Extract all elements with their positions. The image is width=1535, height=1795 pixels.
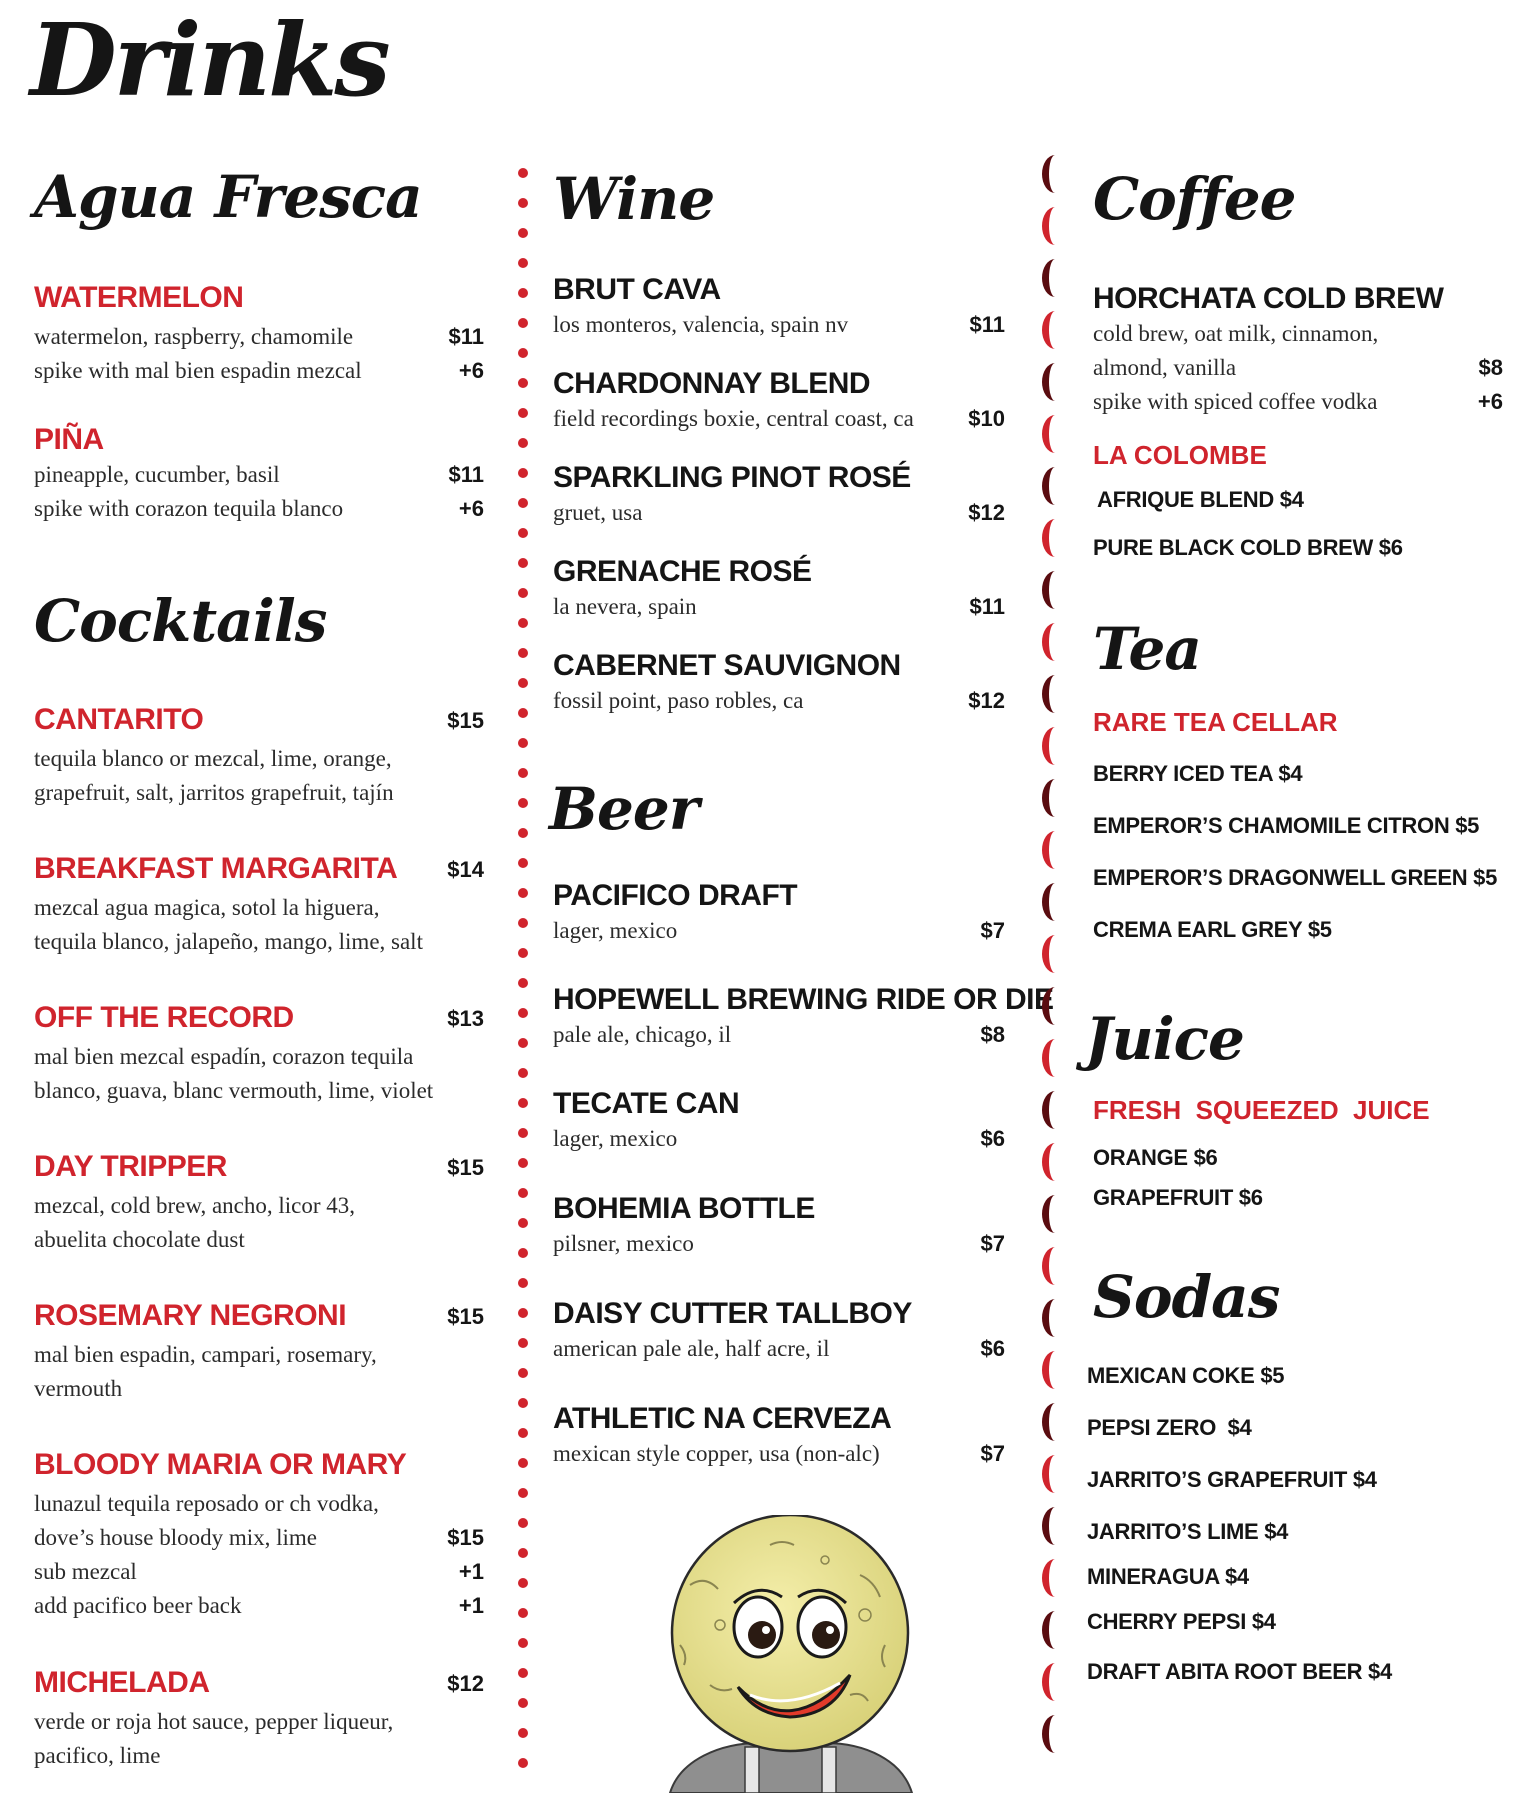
item-line: pale ale, chicago, il $8 [553, 1018, 1005, 1052]
red-dot [518, 348, 528, 358]
item-name: WATERMELON [34, 281, 244, 314]
red-dot-divider [518, 168, 530, 1793]
section-title-tea: Tea [1093, 615, 1201, 683]
red-dot [518, 438, 528, 448]
red-dot [518, 1548, 528, 1558]
item-line: blanco, guava, blanc vermouth, lime, violet [34, 1078, 434, 1103]
crescent-moon [1042, 519, 1068, 557]
item-name: SPARKLING PINOT ROSÉ [553, 461, 911, 494]
item-name: PACIFICO DRAFT [553, 879, 798, 912]
item-price: $11 [969, 594, 1005, 619]
item-price: +6 [1477, 389, 1503, 414]
item-line: lunazul tequila reposado or ch vodka, [34, 1491, 379, 1516]
item-price: $14 [447, 857, 484, 882]
item-line: vermouth [34, 1376, 123, 1401]
crescent-moon [1042, 1195, 1068, 1233]
item-line: pineapple, cucumber, basil $11 [34, 458, 484, 492]
red-dot [518, 708, 528, 718]
red-dot [518, 738, 528, 748]
section-title-juice: Juice [1085, 1005, 1244, 1073]
item-price: $13 [447, 1006, 484, 1031]
list-item: MEXICAN COKE $5 [1087, 1363, 1285, 1388]
red-dot [518, 1458, 528, 1468]
item-price: $7 [980, 1231, 1005, 1256]
item-line: pacifico, lime [34, 1743, 161, 1768]
item-line: fossil point, paso robles, ca $12 [553, 684, 1005, 718]
menu-item [553, 272, 1005, 342]
red-dot [518, 1128, 528, 1138]
red-dot [518, 318, 528, 328]
red-dot [518, 1728, 528, 1738]
menu-item [553, 1401, 1005, 1471]
red-dot [518, 1338, 528, 1348]
red-dot [518, 768, 528, 778]
item-price: $10 [968, 406, 1005, 431]
crescent-moon [1042, 415, 1068, 453]
crescent-moon [1042, 1507, 1068, 1545]
crescent-moon [1042, 1715, 1068, 1753]
item-line: mexican style copper, usa (non-alc) $7 [553, 1437, 1005, 1471]
red-dot [518, 1428, 528, 1438]
menu-item [553, 1296, 1005, 1366]
item-line: mezcal, cold brew, ancho, licor 43, [34, 1193, 356, 1218]
crescent-moon [1042, 259, 1068, 297]
list-item: AFRIQUE BLEND $4 [1097, 487, 1304, 512]
item-line: american pale ale, half acre, il $6 [553, 1332, 1005, 1366]
section-title-cocktails: Cocktails [34, 587, 327, 655]
item-name: BOHEMIA BOTTLE [553, 1192, 815, 1225]
item-line: sub mezcal +1 [34, 1555, 484, 1589]
red-dot [518, 978, 528, 988]
menu-item [34, 422, 484, 526]
item-name: HORCHATA COLD BREW [1093, 282, 1444, 315]
red-dot [518, 828, 528, 838]
red-dot [518, 1008, 528, 1018]
crescent-moon [1042, 155, 1068, 193]
subheading-fresh-squeezed-juice: FRESH SQUEEZED JUICE [1093, 1095, 1430, 1125]
item-line: los monteros, valencia, spain nv $11 [553, 308, 1005, 342]
item-price: +6 [458, 496, 484, 521]
section-title-sodas: Sodas [1093, 1263, 1280, 1331]
item-name: CABERNET SAUVIGNON [553, 649, 901, 682]
page-title: Drinks [30, 1, 388, 119]
crescent-moon [1042, 571, 1068, 609]
crescent-moon [1042, 1091, 1068, 1129]
red-dot [518, 1578, 528, 1588]
menu-item [553, 648, 1005, 718]
red-dot [518, 1158, 528, 1168]
menu-item [34, 1000, 484, 1108]
list-item: MINERAGUA $4 [1087, 1564, 1249, 1589]
crescent-moon [1042, 1143, 1068, 1181]
red-dot [518, 1368, 528, 1378]
crescent-moon [1042, 935, 1068, 973]
item-line: pilsner, mexico $7 [553, 1227, 1005, 1261]
item-price: $6 [980, 1336, 1005, 1361]
crescent-moon [1042, 779, 1068, 817]
item-name: GRENACHE ROSÉ [553, 555, 812, 588]
crescent-moon [1042, 1455, 1068, 1493]
item-name: HOPEWELL BREWING RIDE OR DIE [553, 983, 1054, 1016]
item-price: $11 [448, 324, 484, 349]
list-item: ORANGE $6 [1093, 1145, 1218, 1170]
item-name: PIÑA [34, 423, 104, 456]
red-dot [518, 1488, 528, 1498]
crescent-moon-divider [1042, 155, 1082, 1795]
item-price: $11 [448, 462, 484, 487]
crescent-moon [1042, 207, 1068, 245]
item-name: DAISY CUTTER TALLBOY [553, 1297, 912, 1330]
item-price: $15 [447, 1155, 484, 1180]
item-price: $11 [969, 312, 1005, 337]
red-dot [518, 498, 528, 508]
item-name: BRUT CAVA [553, 273, 721, 306]
list-item: DRAFT ABITA ROOT BEER $4 [1087, 1659, 1392, 1684]
red-dot [518, 1188, 528, 1198]
moon-face-mascot [650, 1515, 930, 1793]
list-item: PEPSI ZERO $4 [1087, 1415, 1252, 1440]
red-dot [518, 288, 528, 298]
item-name: ATHLETIC NA CERVEZA [553, 1402, 892, 1435]
menu-item [553, 878, 1005, 948]
item-price: $8 [1478, 355, 1503, 380]
crescent-moon [1042, 467, 1068, 505]
item-price: $7 [980, 1441, 1005, 1466]
crescent-moon [1042, 1039, 1068, 1077]
item-line: la nevera, spain $11 [553, 590, 1005, 624]
red-dot [518, 678, 528, 688]
crescent-moon [1042, 675, 1068, 713]
item-price: $8 [980, 1022, 1005, 1047]
item-name: ROSEMARY NEGRONI [34, 1299, 347, 1332]
item-name: BLOODY MARIA OR MARY [34, 1448, 407, 1481]
red-dot [518, 258, 528, 268]
item-price: $7 [980, 918, 1005, 943]
item-line: lager, mexico $7 [553, 914, 1005, 948]
item-line: mal bien mezcal espadín, corazon tequila [34, 1044, 414, 1069]
item-line: gruet, usa $12 [553, 496, 1005, 530]
red-dot [518, 948, 528, 958]
item-line: grapefruit, salt, jarritos grapefruit, tajín [34, 780, 394, 805]
list-item: CREMA EARL GREY $5 [1093, 917, 1332, 942]
item-line: cold brew, oat milk, cinnamon, [1093, 321, 1379, 346]
red-dot [518, 1698, 528, 1708]
menu-item [34, 280, 484, 388]
red-dot [518, 1038, 528, 1048]
menu-item [34, 1665, 484, 1773]
red-dot [518, 1278, 528, 1288]
crescent-moon [1042, 1611, 1068, 1649]
crescent-moon [1042, 1403, 1068, 1441]
item-price: $12 [968, 500, 1005, 525]
section-title-coffee: Coffee [1093, 165, 1296, 233]
red-dot [518, 198, 528, 208]
item-price: $6 [980, 1126, 1005, 1151]
section-title-wine: Wine [553, 165, 715, 233]
list-item: CHERRY PEPSI $4 [1087, 1609, 1276, 1634]
crescent-moon [1042, 623, 1068, 661]
crescent-moon [1042, 987, 1068, 1025]
item-name: MICHELADA [34, 1666, 210, 1699]
red-dot [518, 558, 528, 568]
red-dot [518, 1308, 528, 1318]
item-price: +6 [458, 358, 484, 383]
section-title-agua-fresca: Agua Fresca [34, 163, 422, 231]
menu-item [553, 1191, 1005, 1261]
subheading-la-colombe: LA COLOMBE [1093, 440, 1267, 470]
crescent-moon [1042, 1299, 1068, 1337]
crescent-moon [1042, 883, 1068, 921]
menu-item [553, 554, 1005, 624]
item-line: verde or roja hot sauce, pepper liqueur, [34, 1709, 394, 1734]
item-name: OFF THE RECORD [34, 1001, 294, 1034]
red-dot [518, 1608, 528, 1618]
red-dot [518, 1638, 528, 1648]
menu-item [553, 982, 1054, 1052]
item-price: $15 [447, 708, 484, 733]
red-dot [518, 468, 528, 478]
list-item: EMPEROR’S CHAMOMILE CITRON $5 [1093, 813, 1480, 838]
crescent-moon [1042, 831, 1068, 869]
list-item: GRAPEFRUIT $6 [1093, 1185, 1263, 1210]
red-dot [518, 228, 528, 238]
item-line: spike with mal bien espadin mezcal +6 [34, 354, 484, 388]
item-line: abuelita chocolate dust [34, 1227, 245, 1252]
red-dot [518, 408, 528, 418]
menu-item [553, 460, 1005, 530]
menu-item [34, 851, 484, 959]
list-item: JARRITO’S LIME $4 [1087, 1519, 1289, 1544]
menu-item [34, 1149, 484, 1257]
menu-item [1093, 281, 1503, 419]
item-price: $12 [447, 1671, 484, 1696]
menu-item [553, 366, 1005, 436]
item-name: TECATE CAN [553, 1087, 740, 1120]
menu-item [34, 1447, 484, 1623]
item-line: mezcal agua magica, sotol la higuera, [34, 895, 380, 920]
item-name: CHARDONNAY BLEND [553, 367, 871, 400]
item-line: field recordings boxie, central coast, ca $10 [553, 402, 1005, 436]
item-line: almond, vanilla $8 [1093, 351, 1503, 385]
red-dot [518, 918, 528, 928]
list-item: PURE BLACK COLD BREW $6 [1093, 535, 1403, 560]
red-dot [518, 1248, 528, 1258]
crescent-moon [1042, 1351, 1068, 1389]
list-item: EMPEROR’S DRAGONWELL GREEN $5 [1093, 865, 1498, 890]
red-dot [518, 1758, 528, 1768]
menu-item [34, 1298, 484, 1406]
crescent-moon [1042, 1663, 1068, 1701]
item-price: $12 [968, 688, 1005, 713]
item-line: tequila blanco, jalapeño, mango, lime, salt [34, 929, 423, 954]
item-price: $15 [447, 1525, 484, 1550]
red-dot [518, 888, 528, 898]
menu-item [553, 1086, 1005, 1156]
red-dot [518, 588, 528, 598]
red-dot [518, 528, 528, 538]
item-line: dove’s house bloody mix, lime $15 [34, 1521, 484, 1555]
list-item: BERRY ICED TEA $4 [1093, 761, 1303, 786]
red-dot [518, 1518, 528, 1528]
item-price: $15 [447, 1304, 484, 1329]
red-dot [518, 1068, 528, 1078]
item-price: +1 [458, 1559, 484, 1584]
red-dot [518, 648, 528, 658]
crescent-moon [1042, 1247, 1068, 1285]
red-dot [518, 168, 528, 178]
red-dot [518, 618, 528, 628]
red-dot [518, 1098, 528, 1108]
crescent-moon [1042, 311, 1068, 349]
section-title-beer: Beer [549, 775, 699, 843]
item-line: tequila blanco or mezcal, lime, orange, [34, 746, 392, 771]
menu-item [34, 702, 484, 810]
red-dot [518, 858, 528, 868]
red-dot [518, 1398, 528, 1408]
item-line: spike with spiced coffee vodka +6 [1093, 385, 1503, 419]
red-dot [518, 1218, 528, 1228]
item-name: BREAKFAST MARGARITA [34, 852, 398, 885]
item-line: watermelon, raspberry, chamomile $11 [34, 320, 484, 354]
item-line: mal bien espadin, campari, rosemary, [34, 1342, 377, 1367]
subheading-rare-tea-cellar: RARE TEA CELLAR [1093, 707, 1338, 737]
crescent-moon [1042, 727, 1068, 765]
red-dot [518, 798, 528, 808]
item-line: lager, mexico $6 [553, 1122, 1005, 1156]
item-line: spike with corazon tequila blanco +6 [34, 492, 484, 526]
red-dot [518, 378, 528, 388]
item-price: +1 [458, 1593, 484, 1618]
item-name: CANTARITO [34, 703, 204, 736]
item-name: DAY TRIPPER [34, 1150, 227, 1183]
crescent-moon [1042, 1559, 1068, 1597]
item-line: add pacifico beer back +1 [34, 1589, 484, 1623]
crescent-moon [1042, 363, 1068, 401]
list-item: JARRITO’S GRAPEFRUIT $4 [1087, 1467, 1377, 1492]
red-dot [518, 1668, 528, 1678]
